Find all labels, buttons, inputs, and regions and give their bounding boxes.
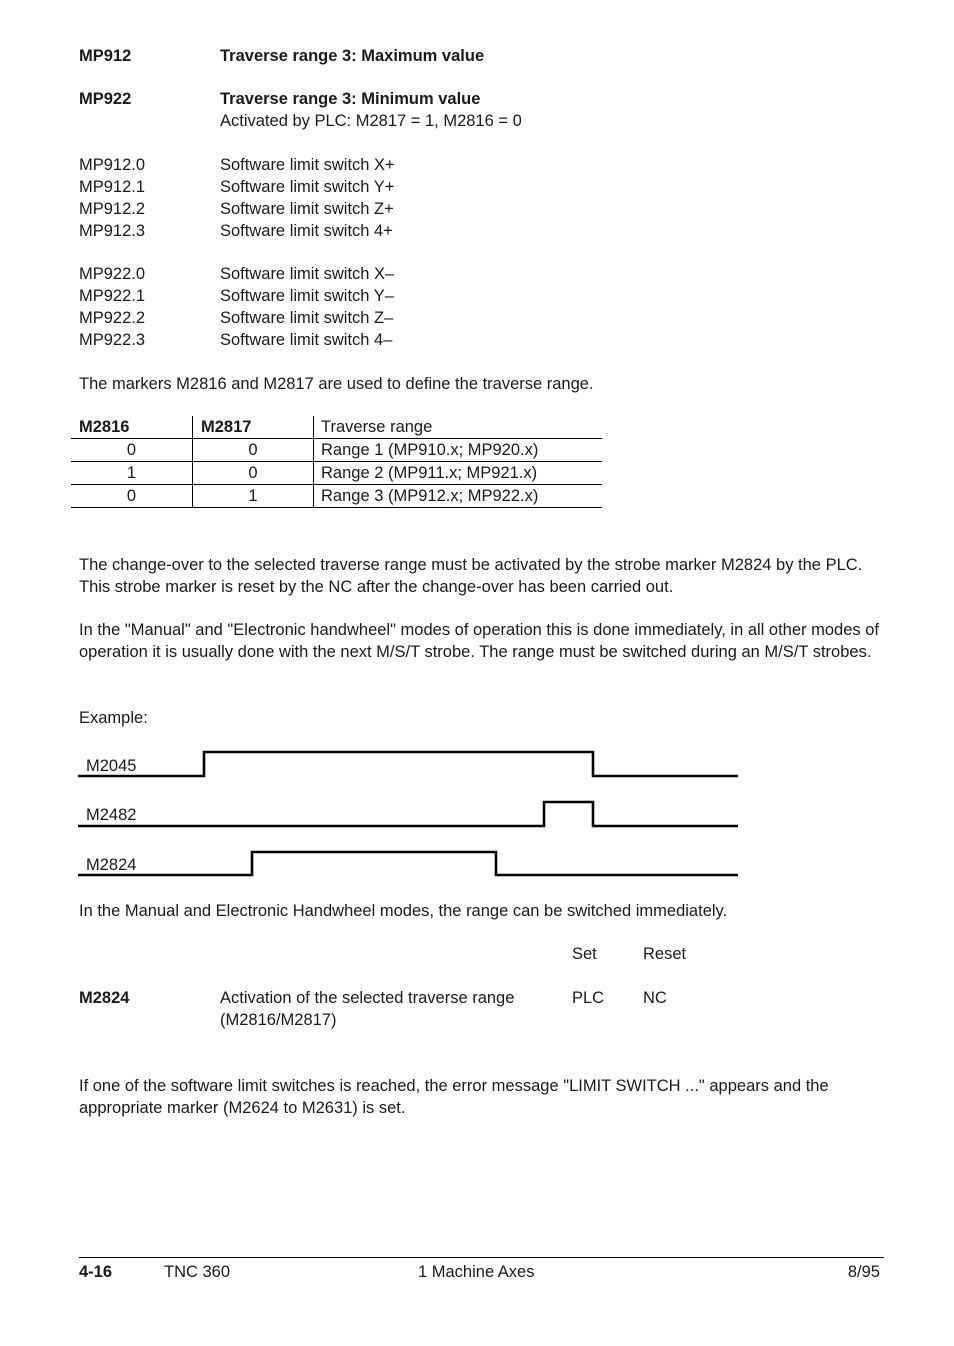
param-title-mp912: Traverse range 3: Maximum value bbox=[220, 47, 485, 65]
marker-code: M2824 bbox=[79, 989, 130, 1007]
switch-desc: Software limit switch Y+ bbox=[220, 178, 395, 196]
switch-desc: Software limit switch X+ bbox=[220, 156, 395, 174]
switch-desc: Software limit switch Z+ bbox=[220, 200, 394, 218]
table-cell: 1 bbox=[193, 485, 314, 508]
switch-code: MP912.3 bbox=[79, 222, 146, 240]
paragraph-manual-modes: In the "Manual" and "Electronic handwheel" modes of operation this is done immediately, in all other modes of operation it is usually done with the next M/S/T strobe. The range must be switched during an M/S/T strobes. bbox=[79, 621, 879, 661]
table-header-row bbox=[71, 416, 602, 439]
switch-desc: Software limit switch 4– bbox=[220, 331, 393, 349]
table-cell: 0 bbox=[71, 485, 193, 508]
switch-code: MP922.1 bbox=[79, 287, 146, 305]
table-row bbox=[71, 485, 602, 508]
paragraph-changeover: The change-over to the selected traverse range must be activated by the strobe marker M2824 by the PLC. This strobe marker is reset by the NC after the change-over has been carried out. bbox=[79, 556, 863, 596]
example-label: Example: bbox=[79, 709, 148, 727]
table-row bbox=[71, 439, 602, 462]
table-cell: Range 1 (MP910.x; MP920.x) bbox=[314, 439, 603, 462]
set-header: Set bbox=[572, 945, 597, 963]
table-cell: 0 bbox=[71, 439, 193, 462]
table-cell: 0 bbox=[193, 462, 314, 485]
marker-reset-value: NC bbox=[643, 989, 667, 1007]
switch-desc: Software limit switch 4+ bbox=[220, 222, 393, 240]
marker-set-value: PLC bbox=[572, 989, 605, 1007]
param-note-mp922: Activated by PLC: M2817 = 1, M2816 = 0 bbox=[220, 112, 522, 130]
param-code-mp922: MP922 bbox=[79, 90, 132, 108]
switch-desc: Software limit switch Z– bbox=[220, 309, 394, 327]
timing-diagram bbox=[0, 740, 954, 885]
markers-intro: The markers M2816 and M2817 are used to define the traverse range. bbox=[79, 375, 594, 393]
switch-code: MP912.1 bbox=[79, 178, 146, 196]
marker-desc-line1: Activation of the selected traverse range bbox=[220, 989, 515, 1007]
marker-desc-line2: (M2816/M2817) bbox=[220, 1011, 337, 1029]
traverse-range-table bbox=[71, 416, 602, 508]
footer-rule bbox=[79, 1257, 884, 1258]
switch-desc: Software limit switch X– bbox=[220, 265, 395, 283]
signal-m2045-waveform bbox=[78, 752, 738, 776]
param-title-mp922: Traverse range 3: Minimum value bbox=[220, 90, 481, 108]
paragraph-after-diagram: In the Manual and Electronic Handwheel modes, the range can be switched immediately. bbox=[79, 902, 728, 920]
table-header-cell: M2816 bbox=[71, 416, 193, 439]
switch-desc: Software limit switch Y– bbox=[220, 287, 394, 305]
table-header-cell: M2817 bbox=[193, 416, 314, 439]
param-code-mp912: MP912 bbox=[79, 47, 132, 65]
footer-page-number: 4-16 bbox=[79, 1263, 113, 1281]
table-header-cell: Traverse range bbox=[314, 416, 603, 439]
reset-header: Reset bbox=[643, 945, 687, 963]
footer-chapter: 1 Machine Axes bbox=[418, 1263, 535, 1281]
table-cell: Range 3 (MP912.x; MP922.x) bbox=[314, 485, 603, 508]
signal-label-m2824: M2824 bbox=[86, 856, 137, 874]
switch-code: MP912.0 bbox=[79, 156, 146, 174]
table-cell: 0 bbox=[193, 439, 314, 462]
switch-code: MP922.0 bbox=[79, 265, 146, 283]
table-cell: 1 bbox=[71, 462, 193, 485]
signal-m2482-waveform bbox=[78, 802, 738, 826]
table-row bbox=[71, 462, 602, 485]
footer-date: 8/95 bbox=[847, 1263, 880, 1281]
signal-label-m2482: M2482 bbox=[86, 806, 137, 824]
paragraph-limit-switch: If one of the software limit switches is reached, the error message "LIMIT SWITCH ..." appears and the appropriate marker (M2624 to M2631) is set. bbox=[79, 1077, 829, 1117]
switch-code: MP912.2 bbox=[79, 200, 146, 218]
footer-product: TNC 360 bbox=[164, 1263, 231, 1281]
table-cell: Range 2 (MP911.x; MP921.x) bbox=[314, 462, 603, 485]
signal-label-m2045: M2045 bbox=[86, 757, 137, 775]
signal-m2824-waveform bbox=[78, 852, 738, 875]
switch-code: MP922.3 bbox=[79, 331, 146, 349]
switch-code: MP922.2 bbox=[79, 309, 146, 327]
